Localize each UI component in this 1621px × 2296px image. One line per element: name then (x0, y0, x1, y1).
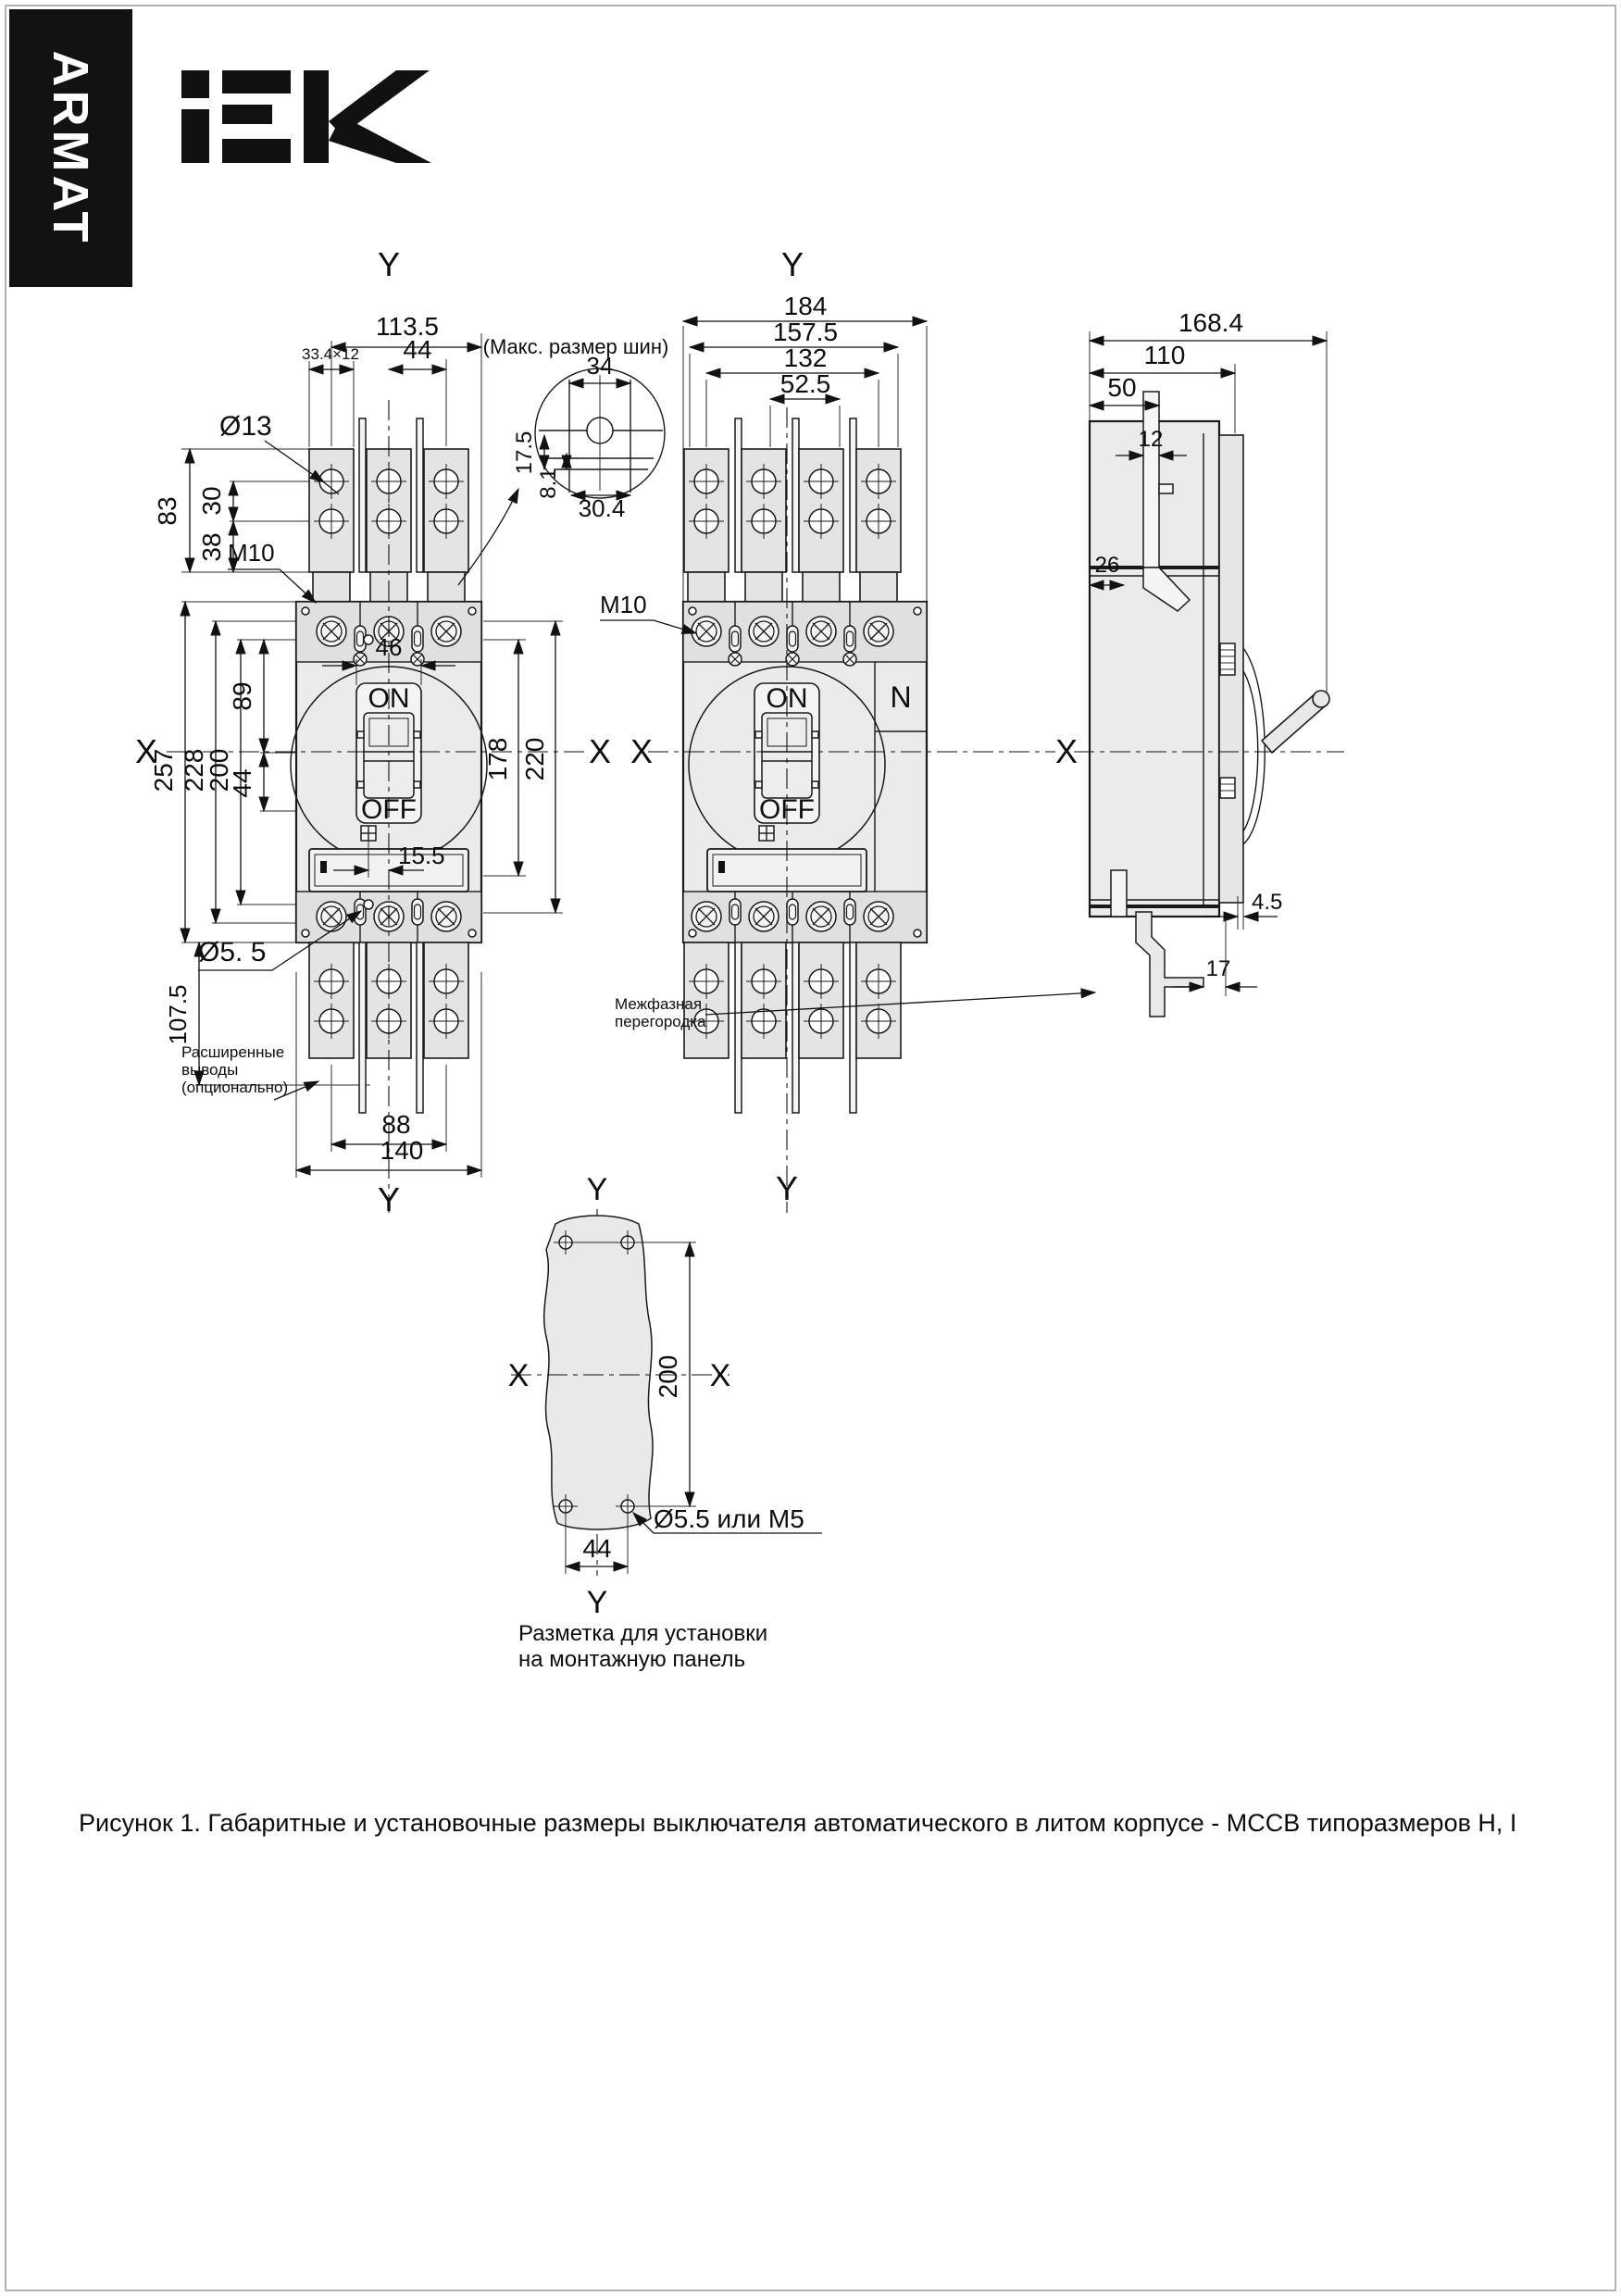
bottom-terminal-lug (424, 942, 468, 1058)
dim-label: 178 (483, 737, 512, 781)
dim-label: 52.5 (779, 369, 831, 398)
busbar-strip (417, 418, 423, 572)
interphase-barrier (1136, 912, 1203, 1017)
axis-label: X (1054, 732, 1079, 770)
dim-label: Ø5. 5 (198, 937, 267, 967)
dim-label: 46 (375, 633, 403, 661)
dim-label: 15.5 (398, 842, 445, 869)
dim-label: 220 (520, 737, 549, 781)
dim-label: 257 (149, 748, 178, 792)
panel-outline (544, 1216, 653, 1529)
dim-label: 168.4 (1178, 308, 1244, 337)
dim-label: 4.5 (1252, 890, 1283, 915)
armat-banner (9, 9, 132, 287)
axis-label: X (709, 1358, 731, 1393)
dim-label: 200 (205, 748, 233, 792)
axis-label: X (588, 732, 612, 770)
dim-label: 157.5 (772, 318, 839, 346)
figure-caption: Рисунок 1. Габаритные и установочные размеры выключателя автоматического в литом корпусе - MCCB типоразмеров H, I (79, 1809, 1517, 1837)
dim-label: 12 (1138, 427, 1164, 452)
axis-label: Y (377, 245, 401, 283)
terminal-lug (742, 449, 786, 572)
bottom-terminal-lug (799, 942, 843, 1058)
side-view (1074, 308, 1344, 1017)
dim-label: 184 (783, 292, 828, 320)
dim-label: 26 (1094, 553, 1120, 578)
template-caption-line1: Разметка для установки (518, 1621, 768, 1646)
busbar-strip (359, 418, 366, 572)
dim-label: Ø13 (219, 411, 272, 442)
mounting-hole (364, 635, 373, 644)
axis-label: Y (775, 1169, 799, 1207)
off-label: OFF (361, 794, 417, 825)
terminal-lug (799, 449, 843, 572)
off-label: OFF (759, 794, 815, 825)
svg-text:выводы: выводы (181, 1061, 239, 1079)
dim-label: 38 (197, 532, 226, 562)
terminal-lug (424, 449, 468, 572)
dim-label: 34 (586, 352, 614, 380)
armat-label: ARMAT (43, 50, 98, 246)
axis-label: X (630, 732, 654, 770)
seal-screw (759, 826, 774, 841)
thread-label: M10 (228, 539, 275, 567)
dim-label: 8.1 (536, 468, 561, 499)
dim-label: 89 (228, 681, 256, 711)
dim-label: 17.5 (512, 430, 537, 475)
svg-text:(опционально): (опционально) (181, 1079, 289, 1096)
dim-label: 88 (381, 1110, 411, 1139)
dim-label: 200 (654, 1354, 682, 1399)
template-caption-line2: на монтажную панель (518, 1647, 746, 1672)
bottom-terminal-lug (856, 942, 901, 1058)
iek-logo (181, 70, 431, 163)
axis-label: X (507, 1358, 530, 1393)
dim-label: 30.4 (578, 494, 626, 522)
mounting-hole (364, 900, 373, 909)
bottom-terminal-lug (742, 942, 786, 1058)
dim-label: 44 (582, 1534, 612, 1563)
terminal-lug (684, 449, 729, 572)
dim-label: Ø5.5 или M5 (654, 1504, 804, 1533)
axis-label: Y (586, 1585, 608, 1620)
toggle-handle (1262, 691, 1329, 753)
busbar-detail (458, 335, 668, 585)
dim-label: 44 (228, 768, 256, 798)
front-view-3p (135, 245, 611, 1218)
thread-label: M10 (600, 591, 647, 618)
dim-label: 17 (1205, 956, 1231, 981)
dim-label: 140 (380, 1136, 424, 1165)
on-label: ON (368, 683, 410, 714)
dim-label: 83 (153, 496, 181, 526)
detail-title: (Макс. размер шин) (482, 335, 669, 358)
seal-screw (361, 826, 376, 841)
axis-label: Y (586, 1172, 608, 1207)
extended-terminals-note (181, 1043, 318, 1100)
axis-label: X (134, 732, 158, 770)
dim-label: 107.5 (164, 984, 192, 1045)
dim-label: 30 (197, 486, 226, 516)
neutral-pole-label: N (890, 680, 912, 714)
dim-label: 44 (403, 335, 432, 364)
axis-label: Y (377, 1180, 401, 1218)
terminal-lug (856, 449, 901, 572)
dim-label: 33.4×12 (302, 345, 359, 363)
bottom-terminal-lug (309, 942, 354, 1058)
dim-label: 228 (180, 748, 208, 792)
mounting-template (508, 1172, 822, 1672)
on-label: ON (766, 683, 808, 714)
terminal-lug (309, 449, 354, 572)
dim-label: 113.5 (376, 312, 439, 341)
dim-label: 132 (783, 343, 828, 372)
front-view-4p (600, 245, 1095, 1213)
dim-label: 50 (1107, 373, 1137, 402)
dim-label: 110 (1143, 341, 1186, 369)
svg-text:Расширенные: Расширенные (181, 1043, 285, 1061)
axis-label: Y (780, 245, 804, 283)
svg-text:перегородка: перегородка (615, 1013, 706, 1030)
svg-text:Межфазная: Межфазная (615, 995, 703, 1013)
